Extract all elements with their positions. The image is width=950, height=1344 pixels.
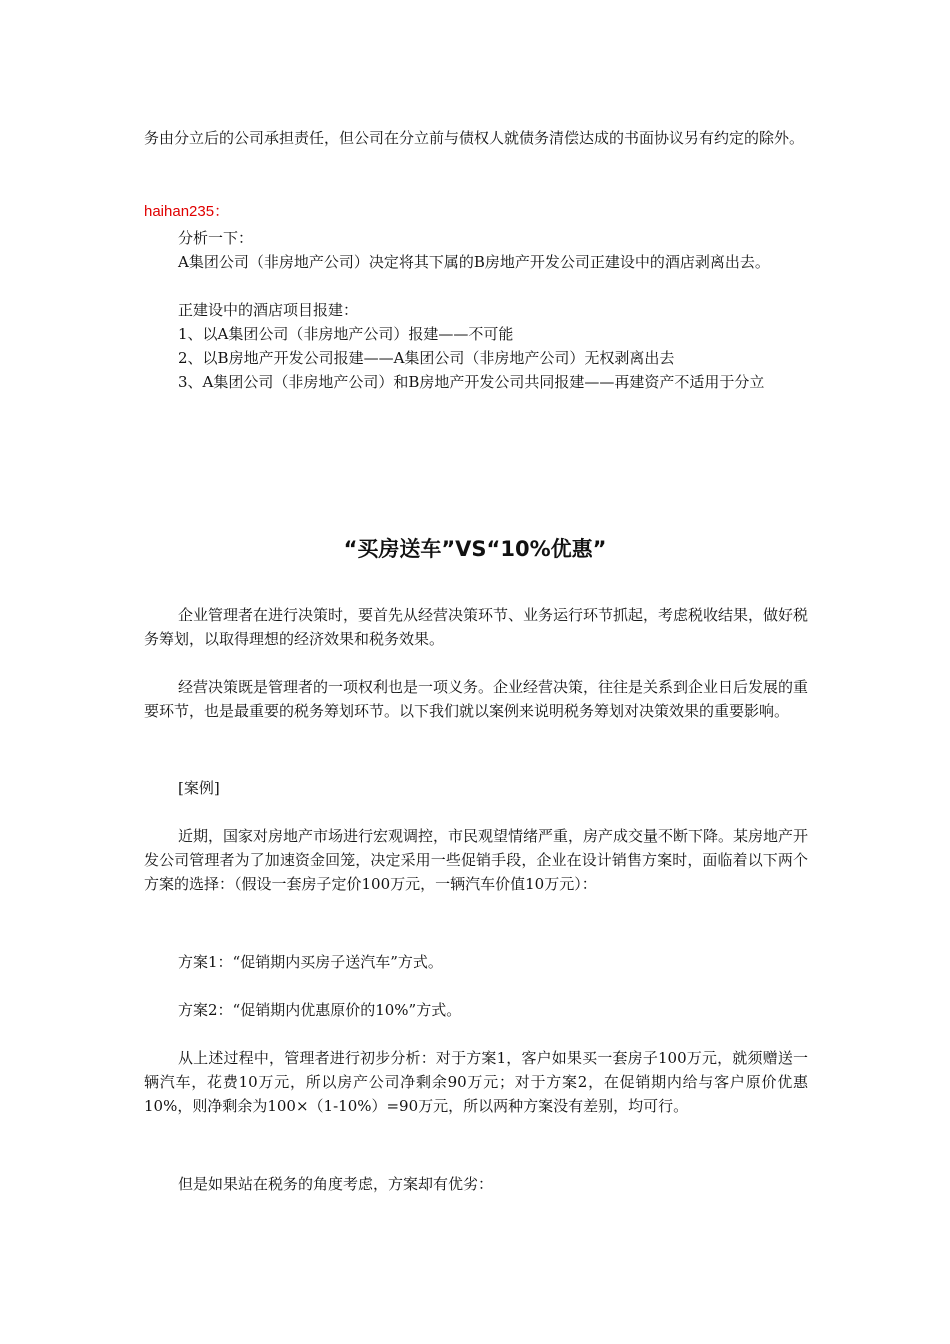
case-label: [案例] <box>178 779 220 797</box>
article-paragraph: 经营决策既是管理者的一项权利也是一项义务。企业经营决策，往往是关系到企业日后发展的重要环节，也是最重要的税务筹划环节。以下我们就以案例来说明税务筹划对决策效果的重要影响。 <box>144 678 809 720</box>
comment-line: 分析一下： <box>178 229 254 247</box>
comment-line: 3、A集团公司（非房地产公司）和B房地产开发公司共同报建——再建资产不适用于分立 <box>178 373 765 391</box>
comment-line: 正建设中的酒店项目报建： <box>178 301 359 319</box>
plan-2: 方案2：“促销期内优惠原价的10%”方式。 <box>178 1001 462 1019</box>
comment-line: 1、以A集团公司（非房地产公司）报建——不可能 <box>178 325 514 343</box>
article-paragraph: 但是如果站在税务的角度考虑，方案却有优劣： <box>178 1175 494 1193</box>
comment-author: haihan235： <box>144 203 230 220</box>
article-title: “买房送车”VS“10%优惠” <box>343 537 607 561</box>
article-paragraph: 从上述过程中，管理者进行初步分析：对于方案1，客户如果买一套房子100万元，就须赠送一辆汽车，花费10万元，所以房产公司净剩余90万元；对于方案2，在促销期内给与客户原价优惠10%，则净剩余为100×（1-10%）=90万元，所以两种方案没有差别，均可行。 <box>144 1049 808 1115</box>
article-paragraph: 近期，国家对房地产市场进行宏观调控，市民观望情绪严重，房产成交量不断下降。某房地产开发公司管理者为了加速资金回笼，决定采用一些促销手段，企业在设计销售方案时，面临着以下两个方案的选择：（假设一套房子定价100万元，一辆汽车价值10万元）： <box>144 827 809 893</box>
plan-1: 方案1：“促销期内买房子送汽车”方式。 <box>178 953 443 971</box>
comment-line: A集团公司（非房地产公司）决定将其下属的B房地产开发公司正建设中的酒店剥离出去。 <box>178 253 770 271</box>
article-paragraph: 企业管理者在进行决策时，要首先从经营决策环节、业务运行环节抓起，考虑税收结果，做好税务筹划，以取得理想的经济效果和税务效果。 <box>144 606 809 648</box>
top-paragraph: 务由分立后的公司承担责任，但公司在分立前与债权人就债务清偿达成的书面协议另有约定的除外。 <box>144 129 805 147</box>
comment-line: 2、以B房地产开发公司报建——A集团公司（非房地产公司）无权剥离出去 <box>178 349 675 367</box>
